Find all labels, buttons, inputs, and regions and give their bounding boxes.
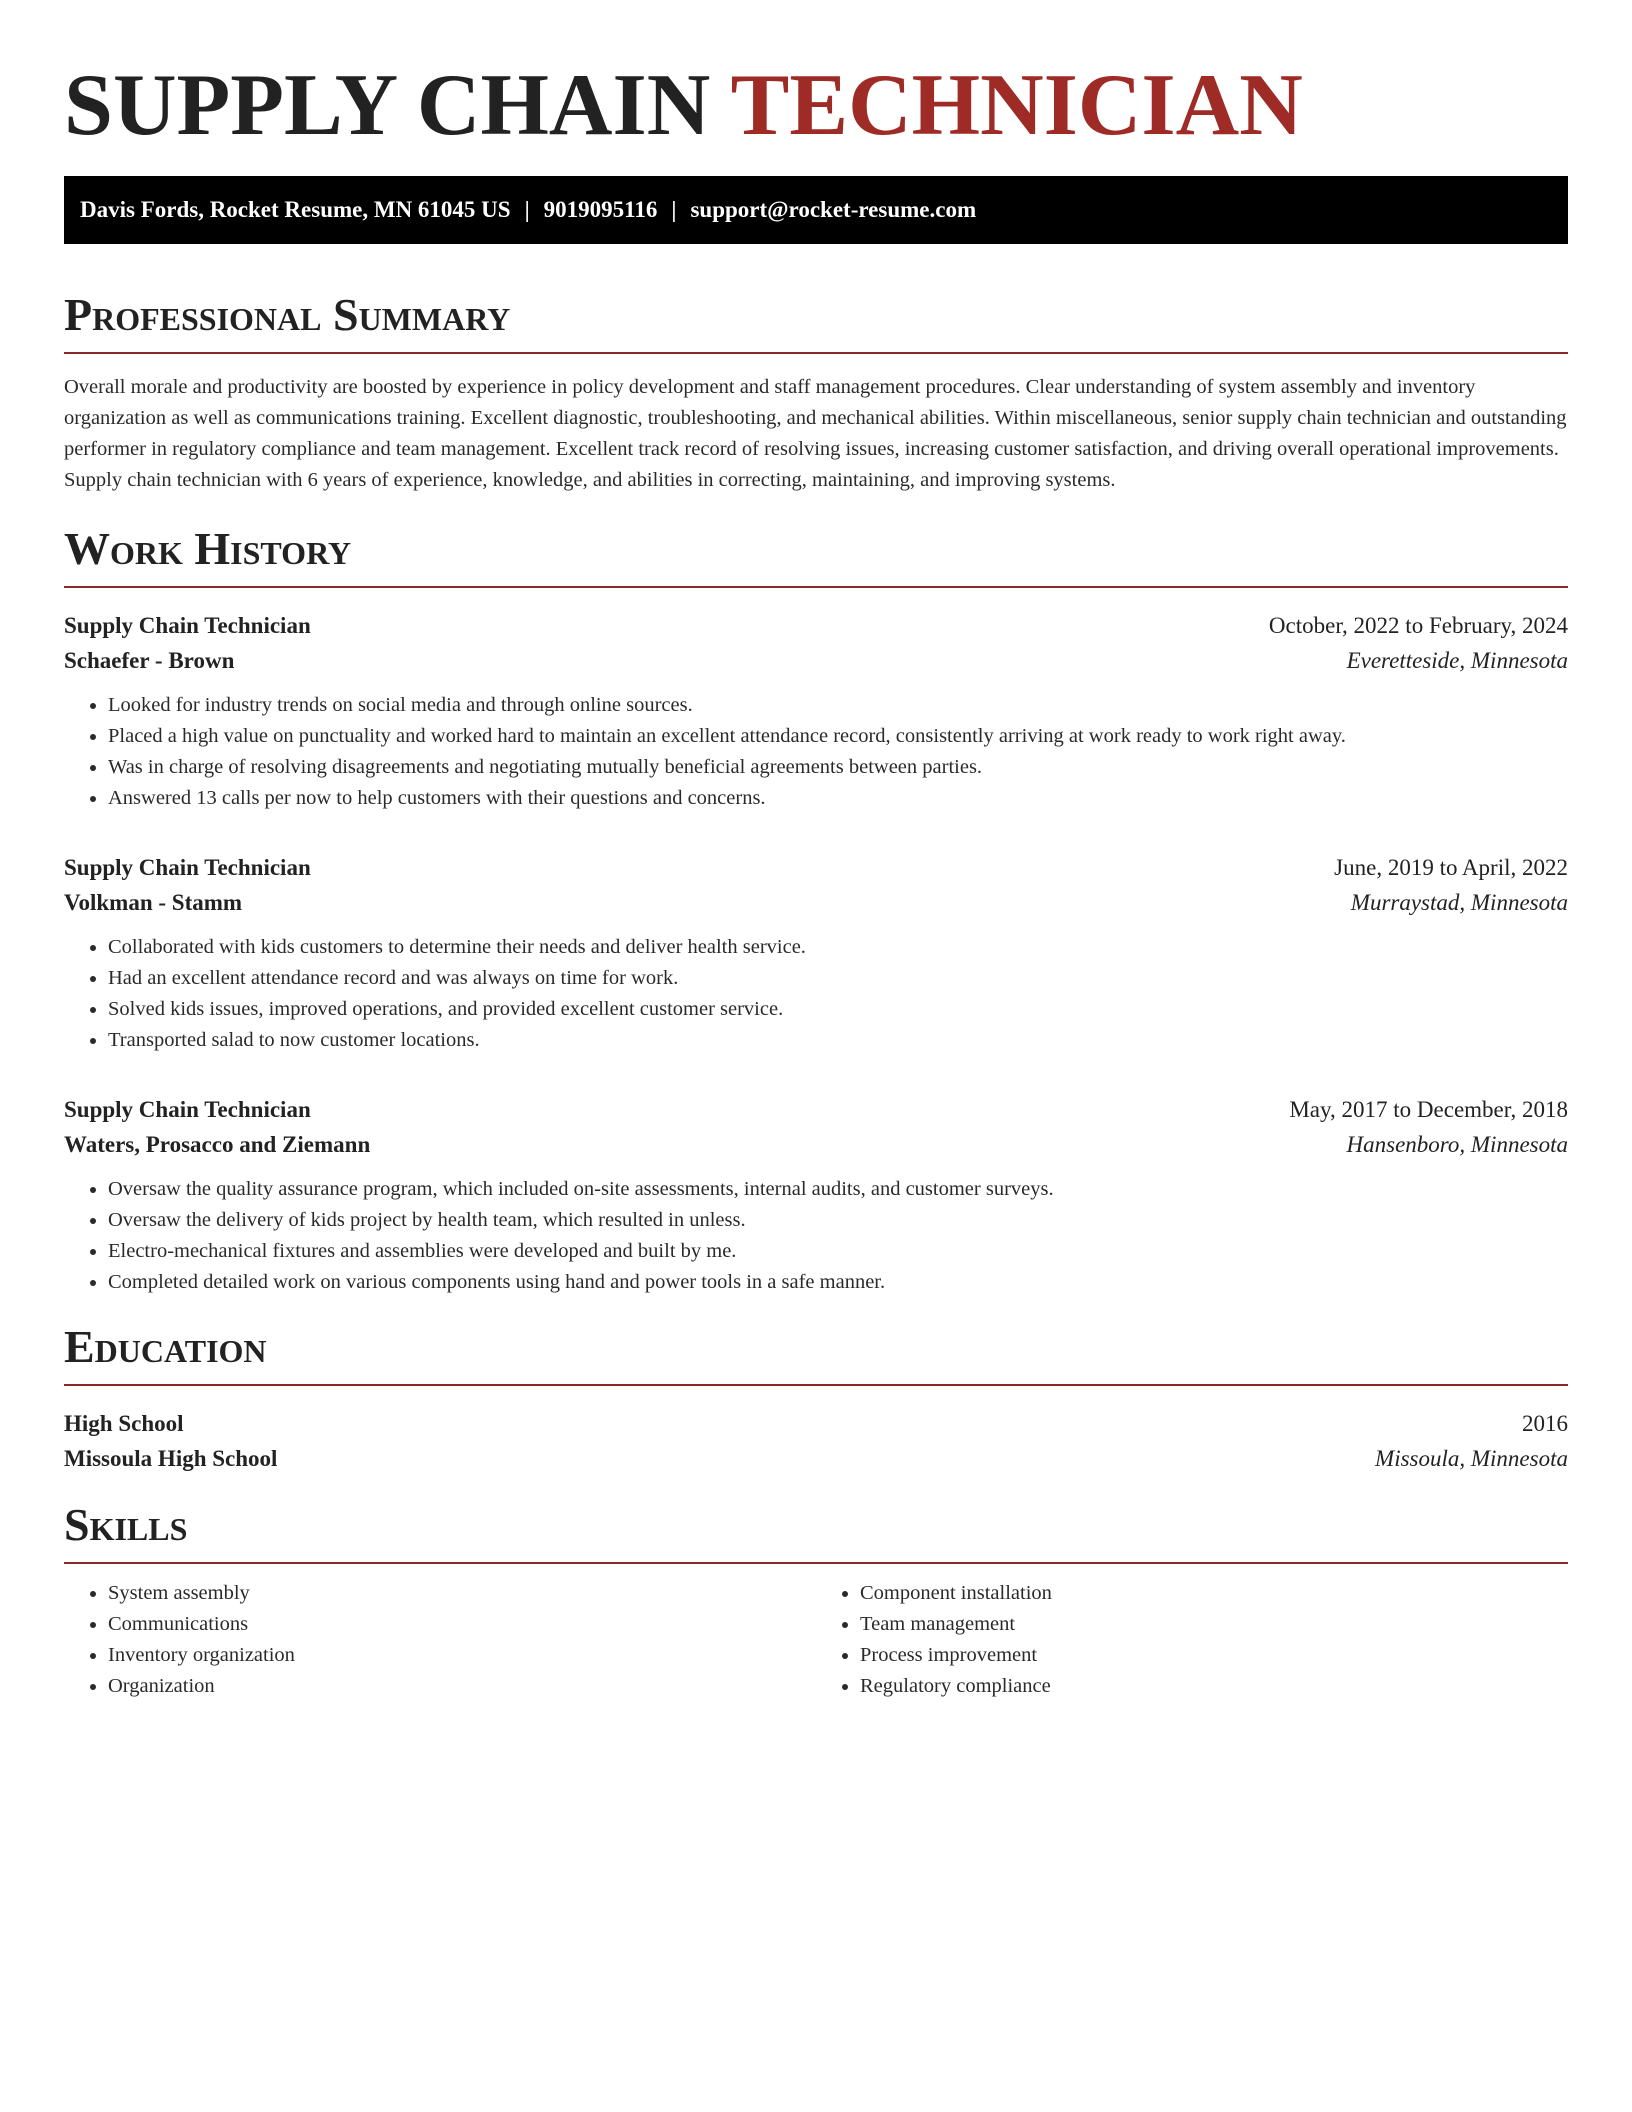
job-company: Volkman - Stamm xyxy=(64,890,243,915)
contact-address: Davis Fords, Rocket Resume, MN 61045 US xyxy=(80,197,511,222)
job-bullet: • Electro-mechanical fixtures and assemblies were developed and built by me. xyxy=(108,1236,1568,1267)
education-year: 2016 xyxy=(1522,1411,1568,1436)
education-header-row xyxy=(64,1406,1568,1441)
name-first: SUPPLY CHAIN xyxy=(64,57,711,154)
job-location: Everetteside, Minnesota xyxy=(1346,648,1568,673)
job-company-row xyxy=(64,885,1568,920)
job-bullet: • Collaborated with kids customers to determine their needs and deliver health service. xyxy=(108,932,1568,963)
education-entry xyxy=(64,1406,1568,1476)
job-bullets xyxy=(64,1174,1568,1298)
job-bullet: • Answered 13 calls per now to help customers with their questions and concerns. xyxy=(108,783,1568,814)
work-history-section xyxy=(64,522,1568,1298)
job-company: Schaefer - Brown xyxy=(64,648,235,673)
skills-list-left xyxy=(64,1578,816,1702)
contact-separator: | xyxy=(524,197,530,222)
skill-item: • Process improvement xyxy=(860,1640,1568,1671)
job-bullet: • Solved kids issues, improved operations, and provided excellent customer service. xyxy=(108,994,1568,1025)
job-bullet: • Was in charge of resolving disagreements and negotiating mutually beneficial agreements between parties. xyxy=(108,752,1568,783)
job-company-row xyxy=(64,643,1568,678)
section-title-summary: Professional Summary xyxy=(64,289,511,340)
job-bullets xyxy=(64,932,1568,1056)
contact-separator: | xyxy=(671,197,677,222)
job-bullet: • Oversaw the delivery of kids project by health team, which resulted in unless. xyxy=(108,1205,1568,1236)
job-entry xyxy=(64,608,1568,814)
skill-item: • Organization xyxy=(108,1671,816,1702)
job-company: Waters, Prosacco and Ziemann xyxy=(64,1132,371,1157)
education-school: Missoula High School xyxy=(64,1446,278,1471)
section-divider xyxy=(64,1384,1568,1386)
education-location: Missoula, Minnesota xyxy=(1375,1446,1568,1471)
job-bullet: • Oversaw the quality assurance program, which included on-site assessments, internal audits, and customer surveys. xyxy=(108,1174,1568,1205)
job-header-row xyxy=(64,850,1568,885)
job-title: Supply Chain Technician xyxy=(64,1097,311,1122)
job-location: Hansenboro, Minnesota xyxy=(1346,1132,1568,1157)
skill-item: • Inventory organization xyxy=(108,1640,816,1671)
education-school-row xyxy=(64,1441,1568,1476)
job-entry xyxy=(64,1092,1568,1298)
job-header-row xyxy=(64,608,1568,643)
name-last: TECHNICIAN xyxy=(730,57,1303,154)
contact-email: support@rocket-resume.com xyxy=(690,197,977,222)
resume-name xyxy=(64,56,1568,156)
skill-item: • Regulatory compliance xyxy=(860,1671,1568,1702)
skills-column-left xyxy=(64,1578,816,1702)
skills-grid xyxy=(64,1578,1568,1702)
section-divider xyxy=(64,586,1568,588)
section-title-education: Education xyxy=(64,1321,267,1372)
job-title: Supply Chain Technician xyxy=(64,855,311,880)
job-bullet: • Placed a high value on punctuality and worked hard to maintain an excellent attendance record, consistently arriving at work ready to work right away. xyxy=(108,721,1568,752)
education-section xyxy=(64,1320,1568,1476)
job-company-row xyxy=(64,1127,1568,1162)
skill-item: • Component installation xyxy=(860,1578,1568,1609)
job-dates: October, 2022 to February, 2024 xyxy=(1268,613,1568,638)
job-bullets xyxy=(64,690,1568,814)
section-title-skills: Skills xyxy=(64,1499,188,1550)
skills-column-right xyxy=(816,1578,1568,1702)
job-entry xyxy=(64,850,1568,1056)
section-title-work: Work History xyxy=(64,523,352,574)
job-title: Supply Chain Technician xyxy=(64,613,311,638)
section-divider xyxy=(64,1562,1568,1564)
skills-list-right xyxy=(816,1578,1568,1702)
education-degree: High School xyxy=(64,1411,184,1436)
job-bullet: • Completed detailed work on various components using hand and power tools in a safe manner. xyxy=(108,1267,1568,1298)
professional-summary-section xyxy=(64,288,1568,496)
section-divider xyxy=(64,352,1568,354)
summary-text: Overall morale and productivity are boosted by experience in policy development and staff management procedures. Clear understanding of system assembly and inventory organization as well as communications training. Excellent diagnostic, troubleshooting, and mechanical abilities. Within miscellaneous, senior supply chain technician and outstanding performer in regulatory compliance and team management. Excellent track record of resolving issues, increasing customer satisfaction, and driving overall operational improvements. Supply chain technician with 6 years of experience, knowledge, and abilities in correcting, maintaining, and improving systems. xyxy=(64,376,1567,491)
skill-item: • Communications xyxy=(108,1609,816,1640)
skills-section xyxy=(64,1498,1568,1702)
job-bullet: • Had an excellent attendance record and was always on time for work. xyxy=(108,963,1568,994)
job-dates: May, 2017 to December, 2018 xyxy=(1289,1097,1568,1122)
job-location: Murraystad, Minnesota xyxy=(1350,890,1568,915)
contact-bar xyxy=(64,176,1568,244)
job-header-row xyxy=(64,1092,1568,1127)
job-bullet: • Looked for industry trends on social media and through online sources. xyxy=(108,690,1568,721)
skill-item: • Team management xyxy=(860,1609,1568,1640)
skill-item: • System assembly xyxy=(108,1578,816,1609)
job-dates: June, 2019 to April, 2022 xyxy=(1334,855,1568,880)
contact-phone: 9019095116 xyxy=(543,197,658,222)
job-bullet: • Transported salad to now customer locations. xyxy=(108,1025,1568,1056)
